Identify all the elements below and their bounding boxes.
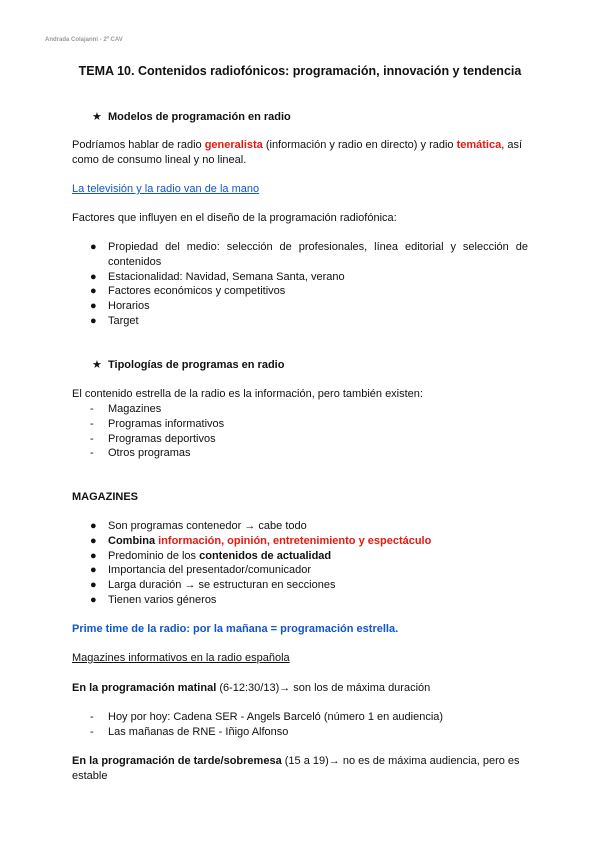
paragraph-radio-types: Podríamos hablar de radio generalista (información y radio en directo) y radio temática, así como de consumo lineal y no lineal.	[72, 139, 523, 166]
list-item: ● Estacionalidad: Navidad, Semana Santa, verano	[90, 270, 345, 283]
star-icon: ★	[92, 111, 102, 123]
list-item: ● Larga duración → se estructuran en secciones	[90, 579, 336, 592]
list-item: ● Son programas contenedor → cabe todo	[90, 520, 307, 532]
factors-intro: Factores que influyen en el diseño de la programación radiofónica:	[72, 212, 397, 224]
matinal-list	[90, 710, 443, 740]
page-header: Andrada Colajanni - 2º CAV	[45, 37, 123, 43]
list-item: - Las mañanas de RNE - Iñigo Alfonso	[90, 725, 289, 738]
types-list	[90, 402, 224, 461]
page-title: TEMA 10. Contenidos radiofónicos: programación, innovación y tendencia	[78, 64, 522, 78]
list-item: ● Propiedad del medio: selección de profesionales, línea editorial y selección de contenidos	[90, 241, 528, 268]
list-item: ● Factores económicos y competitivos	[90, 285, 286, 298]
list-item: ● Predominio de los contenidos de actualidad	[90, 549, 332, 562]
tarde-line: En la programación de tarde/sobremesa (15 a 19)→ no es de máxima audiencia, pero es estable	[72, 755, 520, 782]
list-item: ● Target	[90, 314, 139, 327]
magazines-heading: MAGAZINES	[72, 491, 138, 503]
section-heading-modelos: ★ Modelos de programación en radio	[92, 111, 291, 123]
list-item: - Programas deportivos	[90, 432, 216, 445]
magazines-subheading: Magazines informativos en la radio española	[72, 652, 290, 664]
link-tv-radio[interactable]: La televisión y la radio van de la mano	[72, 183, 260, 195]
list-item: ● Tienen varios géneros	[90, 593, 217, 606]
list-item: ● Combina información, opinión, entretenimiento y espectáculo	[90, 534, 432, 547]
prime-time-note: Prime time de la radio: por la mañana = programación estrella.	[72, 623, 399, 635]
factors-list	[90, 240, 528, 329]
list-item: ● Horarios	[90, 300, 150, 313]
list-item: ● Importancia del presentador/comunicador	[90, 564, 312, 577]
section-heading-tipologias: ★ Tipologías de programas en radio	[92, 359, 285, 371]
magazines-list	[90, 519, 431, 608]
list-item: - Magazines	[90, 403, 162, 415]
list-item: - Hoy por hoy: Cadena SER - Angels Barceló (número 1 en audiencia)	[90, 711, 444, 723]
list-item: - Otros programas	[90, 447, 191, 460]
matinal-line: En la programación matinal (6-12:30/13)→ son los de máxima duración	[72, 682, 431, 694]
types-intro: El contenido estrella de la radio es la información, pero también existen:	[72, 388, 423, 400]
star-icon: ★	[92, 359, 102, 371]
list-item: - Programas informativos	[90, 417, 225, 430]
